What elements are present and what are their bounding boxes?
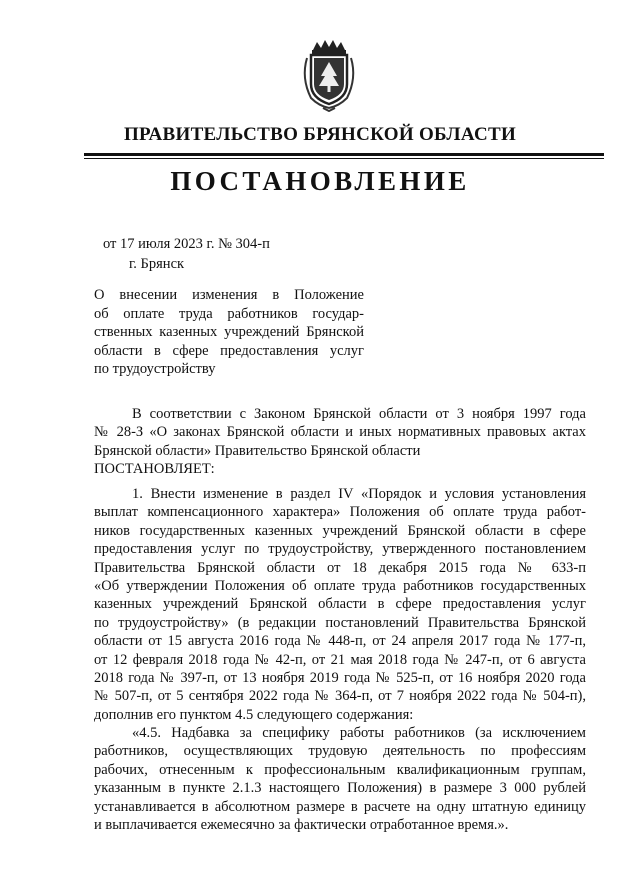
text-line: ников государственных казенных учреждений Брянской области в сфере: [94, 522, 586, 539]
organization-name: ПРАВИТЕЛЬСТВО БРЯНСКОЙ ОБЛАСТИ: [123, 124, 517, 145]
text-line: выплат компенсационного характера» Положения об оплате труда работ-: [94, 504, 586, 521]
header-rule-thin: [84, 158, 604, 159]
text-line: казенных учреждений Брянской области в сфере предоставления услуг: [94, 596, 586, 613]
subject-line: О внесении изменения в Положение: [94, 287, 364, 303]
text-line: области от 15 августа 2016 года № 448-п, от 24 апреля 2017 года № 177-п,: [94, 633, 586, 650]
subject-line: по трудоустройству: [94, 361, 216, 378]
quote-line: работников, осуществляющих трудовую деятельность по профессиям: [94, 743, 586, 760]
text-line: «Об утверждении Положения об оплате труда работников государственных: [94, 577, 586, 594]
text-line: предоставления услуг по трудоустройству, утвержденного постановлением: [94, 541, 586, 558]
text-line: Правительства Брянской области от 18 декабря 2015 года № 633-п: [94, 559, 586, 576]
text-line: № 507-п, от 5 сентября 2022 года № 364-п, от 7 ноября 2022 года № 504-п),: [94, 688, 586, 705]
document-type-title: ПОСТАНОВЛЕНИЕ: [170, 166, 470, 196]
document-date-number: от 17 июля 2023 г. № 304-п: [103, 236, 270, 252]
text-line: ПОСТАНОВЛЯЕТ:: [94, 461, 215, 478]
subject-line: об оплате труда работников государ-: [94, 305, 364, 322]
preamble-paragraph: [94, 405, 586, 479]
quote-line: указанным в пункте 2.1.3 настоящего Положения) в размере 3 000 рублей: [94, 780, 586, 797]
subject-line: ственных казенных учреждений Брянской: [94, 324, 364, 341]
text-line: В соответствии с Законом Брянской области от 3 ноября 1997 года: [132, 406, 586, 422]
subject-line: области в сфере предоставления услуг: [94, 342, 364, 359]
text-line: 1. Внести изменение в раздел IV «Порядок и условия установления: [132, 486, 586, 502]
quote-line: и выплачивается ежемесячно за фактически отработанное время.».: [94, 817, 509, 834]
text-line: по трудоустройству» (в редакции постановлений Правительства Брянской: [94, 614, 586, 631]
text-line: № 28-З «О законах Брянской области и иных нормативных правовых актах: [94, 424, 586, 441]
coat-of-arms-icon: [299, 38, 359, 112]
text-line: дополнив его пунктом 4.5 следующего содержания:: [94, 706, 414, 723]
document-subject: [94, 286, 364, 379]
text-line: Брянской области» Правительство Брянской области: [94, 442, 421, 459]
quote-line: устанавливается в абсолютном размере в расчете на одну штатную единицу: [94, 798, 586, 815]
quote-line: рабочих, отнесенным к профессиональным квалификационным группам,: [94, 761, 586, 778]
header-rule-thick: [84, 153, 604, 156]
quote-line: «4.5. Надбавка за специфику работы работников (за исключением: [132, 725, 586, 742]
text-line: 2018 года № 397-п, от 13 ноября 2019 года № 525-п, от 16 ноября 2020 года: [94, 669, 586, 686]
document-city: г. Брянск: [129, 256, 185, 272]
item-1-paragraph: [94, 485, 586, 834]
text-line: от 12 февраля 2018 года № 42-п, от 21 мая 2018 года № 247-п, от 6 августа: [94, 651, 586, 668]
